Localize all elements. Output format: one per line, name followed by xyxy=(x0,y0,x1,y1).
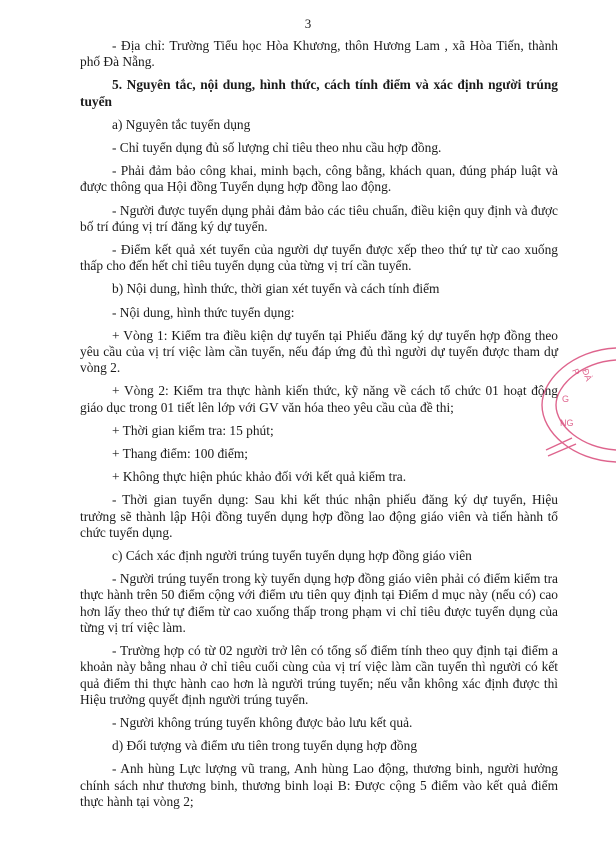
svg-text:ĐÀ: ĐÀ xyxy=(580,367,594,383)
paragraph: - Người trúng tuyển trong kỳ tuyển dụng hợp đồng giáo viên phải có điểm kiểm tra thực hành trên 50 điểm cộng với điểm ưu tiên quy định tại Điểm d mục này (nếu có) cao hơn lấy theo thứ tự điểm từ cao xuống thấp trong phạm vi chỉ tiêu được tuyển dụng của từng vị trí việc làm. xyxy=(80,571,558,635)
paragraph: - Nội dung, hình thức tuyển dụng: xyxy=(112,304,295,320)
subheading-d: d) Đối tượng và điểm ưu tiên trong tuyển dụng hợp đồng xyxy=(112,738,418,754)
paragraph: + Vòng 2: Kiểm tra thực hành kiến thức, kỹ năng về cách tổ chức 01 hoạt động giáo dục trong 01 tiết lên lớp với GV văn hóa theo yêu cầu của đề thi; xyxy=(80,383,558,415)
subheading-a: a) Nguyên tắc tuyển dụng xyxy=(112,116,251,132)
paragraph: - Chỉ tuyển dụng đủ số lượng chỉ tiêu theo nhu cầu hợp đồng. xyxy=(112,140,442,156)
subheading-c: c) Cách xác định người trúng tuyển tuyển dụng hợp đồng giáo viên xyxy=(112,548,472,564)
svg-text:NG: NG xyxy=(560,418,574,428)
document-body xyxy=(80,38,558,817)
paragraph: - Người không trúng tuyển không được bảo lưu kết quả. xyxy=(112,714,413,730)
paragraph-address: - Địa chỉ: Trường Tiểu học Hòa Khương, thôn Hương Lam , xã Hòa Tiến, thành phố Đà Nẵng. xyxy=(80,38,558,70)
svg-text:G: G xyxy=(562,394,570,404)
page-number: 3 xyxy=(304,16,312,31)
paragraph: - Anh hùng Lực lượng vũ trang, Anh hùng Lao động, thương binh, người hưởng chính sách như thương binh, thương binh loại B: Được cộng 5 điểm vào kết quả điểm thực hành tại vòng 2; xyxy=(80,761,558,809)
paragraph: + Thời gian kiểm tra: 15 phút; xyxy=(112,422,274,438)
paragraph: + Không thực hiện phúc khảo đối với kết quả kiểm tra. xyxy=(112,469,407,485)
section-heading-5: 5. Nguyên tắc, nội dung, hình thức, cách tính điểm và xác định người trúng tuyển xyxy=(80,77,558,109)
stamp-seal xyxy=(532,340,616,470)
paragraph: + Thang điểm: 100 điểm; xyxy=(112,446,248,462)
paragraph: - Thời gian tuyển dụng: Sau khi kết thúc nhận phiếu đăng ký dự tuyển, Hiệu trưởng sẽ thành lập Hội đồng tuyển dụng hợp đồng lao động giáo viên và tiến hành tổ chức tuyển dụng. xyxy=(80,492,558,540)
paragraph: - Trường hợp có từ 02 người trở lên có tổng số điểm tính theo quy định tại điểm a khoản này bằng nhau ở chỉ tiêu cuối cùng của vị trí việc làm cần tuyển thì người có kết quả điểm thi thực hành cao hơn là người trúng tuyển; nếu vẫn không xác định được thì Hiệu trưởng quyết định người trúng tuyển. xyxy=(80,643,558,707)
subheading-b: b) Nội dung, hình thức, thời gian xét tuyển và cách tính điểm xyxy=(112,281,440,297)
paragraph: - Phải đảm bảo công khai, minh bạch, công bằng, khách quan, đúng pháp luật và được thông qua Hội đồng Tuyển dụng hợp đồng lao động. xyxy=(80,163,558,195)
paragraph: + Vòng 1: Kiểm tra điều kiện dự tuyển tại Phiếu đăng ký dự tuyển hợp đồng theo yêu cầu của vị trí việc làm cần tuyển, nếu đáp ứng đủ thì người dự tuyển được tham dự vòng 2. xyxy=(80,327,558,376)
svg-text:P: P xyxy=(570,367,582,377)
paragraph: - Người được tuyển dụng phải đảm bảo các tiêu chuẩn, điều kiện quy định và được bố trí đúng vị trí đăng ký dự tuyển. xyxy=(80,202,558,234)
paragraph: - Điểm kết quả xét tuyển của người dự tuyển được xếp theo thứ tự từ cao xuống thấp cho đến hết chỉ tiêu tuyển dụng của từng vị trí cần tuyển. xyxy=(80,242,558,274)
